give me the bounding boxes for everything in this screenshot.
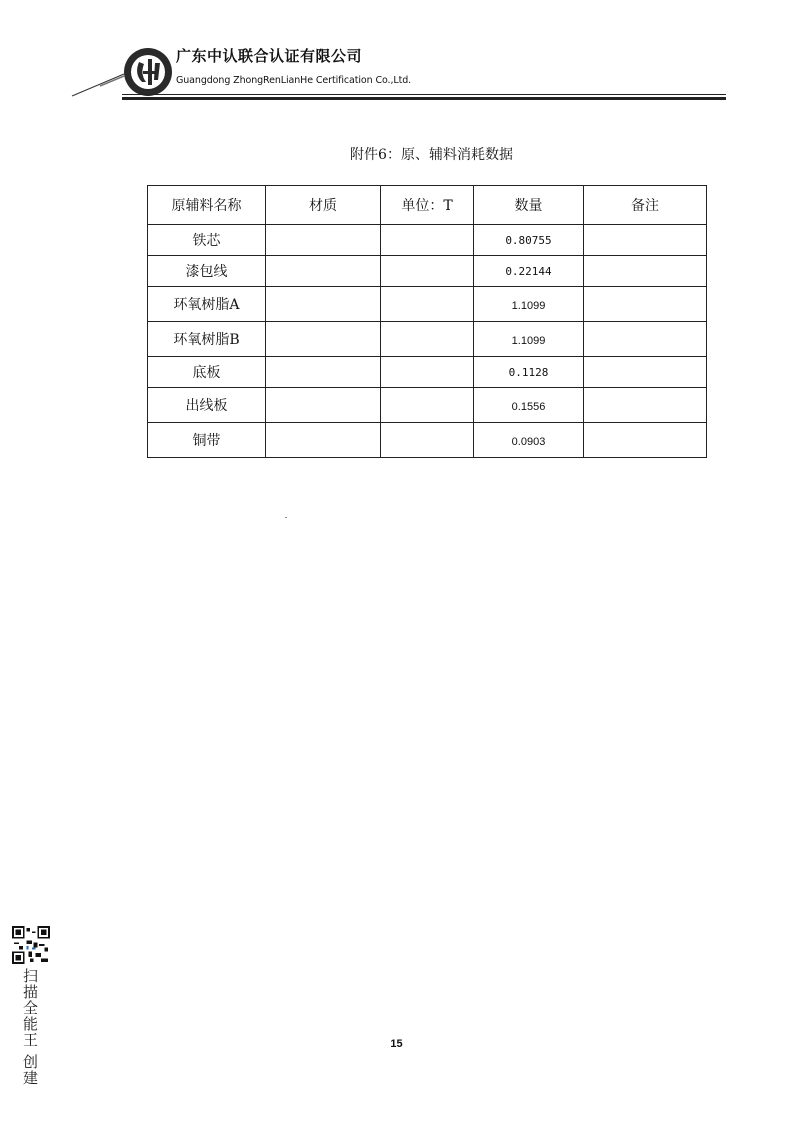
cell-remark (584, 423, 707, 458)
header-material-type: 材质 (266, 186, 381, 225)
page-number: 15 (390, 1038, 403, 1050)
cell-quantity: 0.80755 (474, 225, 584, 256)
header-material-name: 原辅料名称 (148, 186, 266, 225)
cell-quantity: 0.22144 (474, 256, 584, 287)
scanner-watermark-text: 扫描全能王 创建 (21, 968, 39, 1086)
pen-stroke-mark (70, 70, 126, 98)
header-unit: 单位：T (381, 186, 474, 225)
header-divider-thick (122, 97, 726, 100)
cell-remark (584, 256, 707, 287)
table-header-row (148, 186, 707, 225)
table-row (148, 357, 707, 388)
cell-unit (381, 423, 474, 458)
header-remark: 备注 (584, 186, 707, 225)
cell-remark (584, 225, 707, 256)
cell-quantity: 0.0903 (474, 423, 584, 458)
cell-unit (381, 225, 474, 256)
cell-material (266, 388, 381, 423)
cell-material (266, 287, 381, 322)
table-row (148, 388, 707, 423)
cell-unit (381, 357, 474, 388)
qr-code-icon (12, 926, 50, 964)
table-row (148, 322, 707, 357)
cell-name: 铜带 (148, 423, 266, 458)
cell-quantity: 0.1128 (474, 357, 584, 388)
document-title: 附件6：原、辅料消耗数据 (350, 147, 513, 163)
cell-name: 出线板 (148, 388, 266, 423)
table-row (148, 225, 707, 256)
header-quantity: 数量 (474, 186, 584, 225)
cell-unit (381, 388, 474, 423)
scan-speck (285, 517, 287, 518)
cell-name: 铁芯 (148, 225, 266, 256)
table-row (148, 287, 707, 322)
cell-material (266, 256, 381, 287)
cell-name: 环氧树脂A (148, 287, 266, 322)
cell-material (266, 225, 381, 256)
cell-material (266, 423, 381, 458)
cell-name: 漆包线 (148, 256, 266, 287)
cell-quantity: 1.1099 (474, 287, 584, 322)
company-seal-logo-icon (122, 46, 174, 98)
cell-remark (584, 357, 707, 388)
cell-unit (381, 322, 474, 357)
materials-table (147, 185, 707, 458)
cell-remark (584, 388, 707, 423)
cell-name: 底板 (148, 357, 266, 388)
cell-unit (381, 256, 474, 287)
table-row (148, 423, 707, 458)
cell-unit (381, 287, 474, 322)
cell-quantity: 0.1556 (474, 388, 584, 423)
cell-quantity: 1.1099 (474, 322, 584, 357)
cell-material (266, 322, 381, 357)
company-name-cn: 广东中认联合认证有限公司 (176, 47, 363, 65)
header-divider-thin (122, 94, 726, 95)
cell-name: 环氧树脂B (148, 322, 266, 357)
company-name-en: Guangdong ZhongRenLianHe Certification Co.,Ltd. (176, 75, 412, 86)
cell-material (266, 357, 381, 388)
table-row (148, 256, 707, 287)
cell-remark (584, 287, 707, 322)
cell-remark (584, 322, 707, 357)
